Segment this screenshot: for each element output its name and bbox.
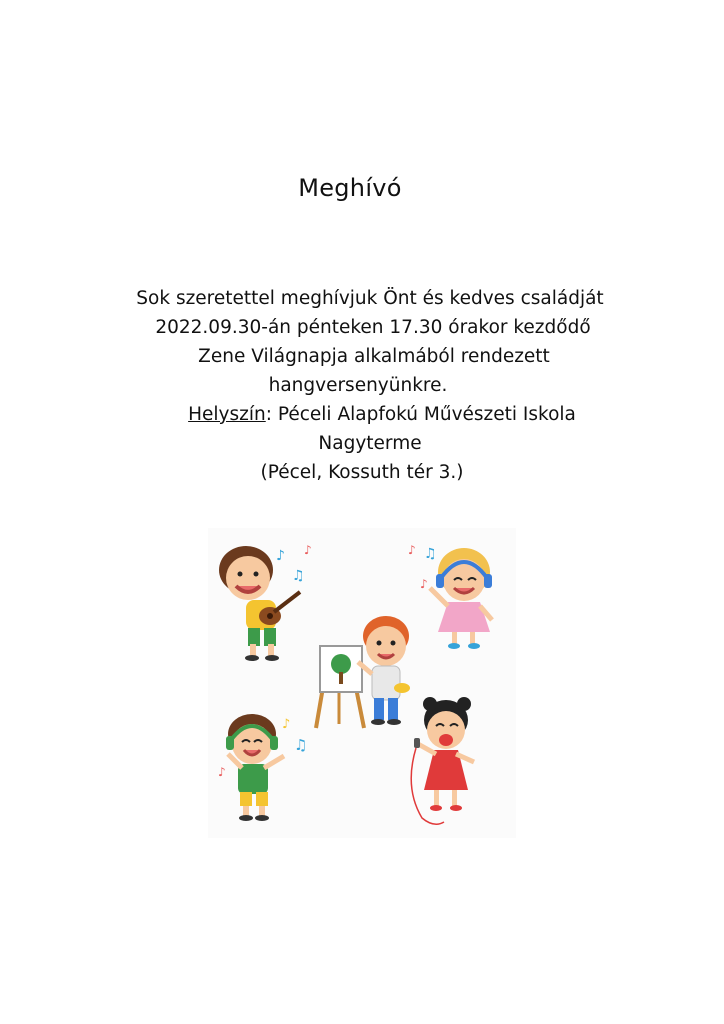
svg-text:♪: ♪ xyxy=(408,543,416,557)
invitation-text xyxy=(100,284,640,487)
svg-text:♫: ♫ xyxy=(294,736,308,754)
svg-text:♫: ♫ xyxy=(292,568,305,584)
svg-text:♪: ♪ xyxy=(304,543,312,557)
text-line-4: hangversenyünkre. xyxy=(268,375,448,396)
kids-music-illustration xyxy=(208,528,516,838)
svg-text:♪: ♪ xyxy=(218,765,226,779)
venue-label: Helyszín xyxy=(188,404,266,425)
svg-text:♪: ♪ xyxy=(282,717,291,732)
svg-text:♪: ♪ xyxy=(420,577,428,591)
text-line-1: Sok szeretettel meghívjuk Önt és kedves családját xyxy=(136,288,604,309)
text-line-2: 2022.09.30-án pénteken 17.30 órakor kezdődő xyxy=(155,317,591,338)
text-line-5 xyxy=(112,400,652,429)
text-line-3: Zene Világnapja alkalmából rendezett xyxy=(198,346,550,367)
svg-text:♫: ♫ xyxy=(424,546,437,562)
text-line-7: (Pécel, Kossuth tér 3.) xyxy=(260,462,464,483)
text-line-6: Nagyterme xyxy=(318,433,422,454)
page-title: Meghívó xyxy=(298,174,402,202)
venue-name: : Péceli Alapfokú Művészeti Iskola xyxy=(265,404,576,425)
svg-text:♪: ♪ xyxy=(276,548,285,564)
